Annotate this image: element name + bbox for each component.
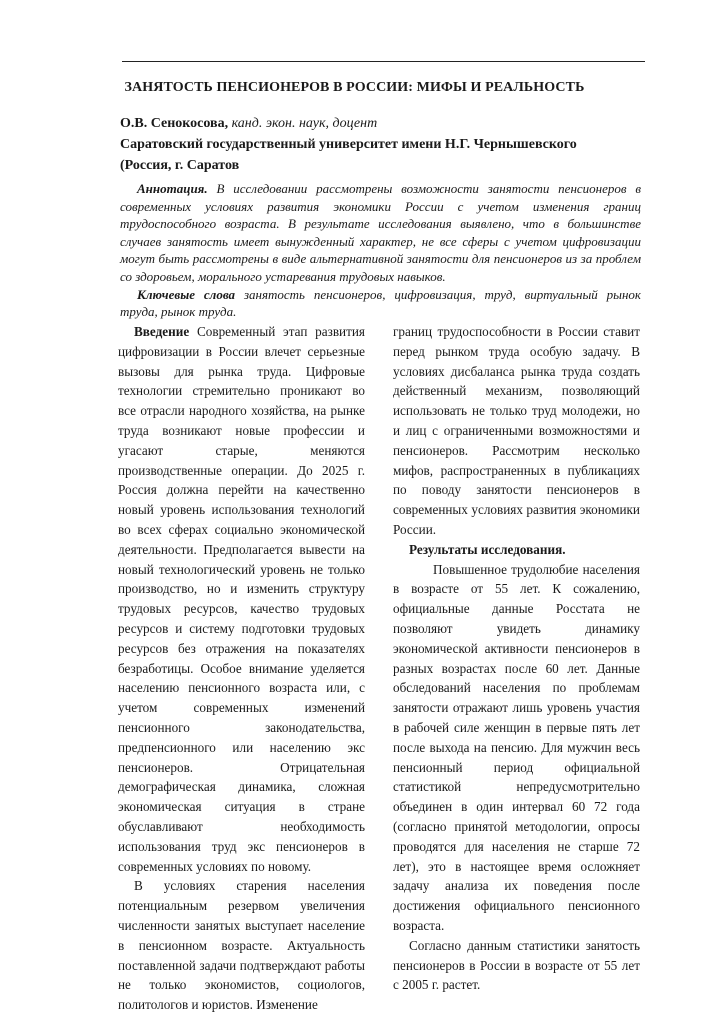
keywords-label: Ключевые слова xyxy=(137,286,236,302)
article-title: ЗАНЯТОСТЬ ПЕНСИОНЕРОВ В РОССИИ: МИФЫ И РЕАЛЬНОСТЬ xyxy=(124,80,585,95)
author-block xyxy=(120,113,650,176)
author-location: (Россия, г. Саратов xyxy=(120,158,240,173)
author-name: О.В. Сенокосова, xyxy=(120,116,229,131)
intro-paragraph xyxy=(118,322,365,876)
abstract-paragraph xyxy=(120,180,641,286)
header-rule-left xyxy=(122,61,405,62)
author-affiliation: Саратовский государственный университет имени Н.Г. Чернышевского xyxy=(120,137,577,152)
results-heading: Результаты исследования. xyxy=(409,541,566,557)
body-paragraph-3: Повышенное трудолюбие населения в возрасте от 55 лет. К сожалению, официальные данные Росстата не позволяют увидеть динамику экономической активности пенсионеров в разных возрастах после 60 лет. Данные обследований населения по проблемам занятости отражают лишь уровень участия в рабочей силе женщин в первые пять лет после выхода на пенсию. Для мужчин весь пенсионный период официальной статистикой непредусмотрительно объединен в один интервал 60 72 года (согласно принятой методологии, опросы проводятся для населения не старше 72 лет), это в настоящее время осложняет задачу анализа их поведения после достижения официального пенсионного возраста. xyxy=(393,561,640,933)
abstract-block xyxy=(120,180,641,321)
body-paragraph-4: Согласно данным статистики занятость пенсионеров в России в возрасте от 55 лет с 2005 г. растет. xyxy=(393,937,640,993)
abstract-text: В исследовании рассмотрены возможности занятости пенсионеров в современных условиях развития экономики России с учетом изменения границ трудоспособного возраста. В результате исследования выявлено, что в большинстве случаев занятость имеет вынужденный характер, не все сферы с учетом цифровизации могут быть рассмотрены в виде альтернативной занятости для пенсионеров из за проблем со здоровьем, морального устаревания трудовых навыков. xyxy=(120,181,641,284)
body-paragraph-2: В условиях старения населения потенциальным резервом увеличения численности занятых выступает население в пенсионном возрасте. Актуальность поставленной задачи подтверждают работы не только экономистов, социологов, политологов и юристов. Изменение xyxy=(118,878,365,1013)
header-rule-right xyxy=(405,61,645,62)
intro-text: Современный этап развития цифровизации в России влечет серьезные вызовы для рынка труда. Цифровые технологии стремительно проникают во все отрасли народного хозяйства, на рынке труда возникают новые профессии и угасают старые, меняются производственные операции. До 2025 г. Россия должна перейти на качественно новый уровень использования технологий во всех сферах социально экономической деятельности. Предполагается вывести на новый технологический уровень не только производство, но и изменить структуру трудовых ресурсов, качество трудовых ресурсов и систему подготовки трудовых ресурсов без отражения на показателях безработицы. Особое внимание уделяется населению пенсионного возраста или, с учетом современных изменений пенсионного законодательства, предпенсионного или населению экс пенсионеров. Отрицательная демографическая динамика, сложная экономическая ситуация в стране обуславливают необходимость использования труд экс пенсионеров в современных условиях по новому. xyxy=(118,324,365,874)
intro-label: Введение xyxy=(134,324,190,339)
abstract-label: Аннотация. xyxy=(137,181,208,196)
body-column-right xyxy=(393,322,640,995)
keywords-paragraph xyxy=(120,286,641,321)
author-degree: канд. экон. наук, доцент xyxy=(231,116,378,131)
author-line xyxy=(120,113,650,134)
body-paragraph-2-cont: границ трудоспособности в России ставит перед рынком труда особую задачу. В условиях дисбаланса рынка труда создать действенный механизм, позволяющий использовать не только труд молодежи, но и лиц с ограниченными возможностями и пенсионеров. Рассмотрим несколько мифов, распространенных в публикациях по поводу занятости пенсионеров в современных условиях развития экономики России. xyxy=(393,324,640,537)
body-column-left xyxy=(118,322,365,1015)
keywords-text: занятость пенсионеров, цифровизация, труд, виртуальный рынок труда, рынок труда. xyxy=(120,286,641,320)
